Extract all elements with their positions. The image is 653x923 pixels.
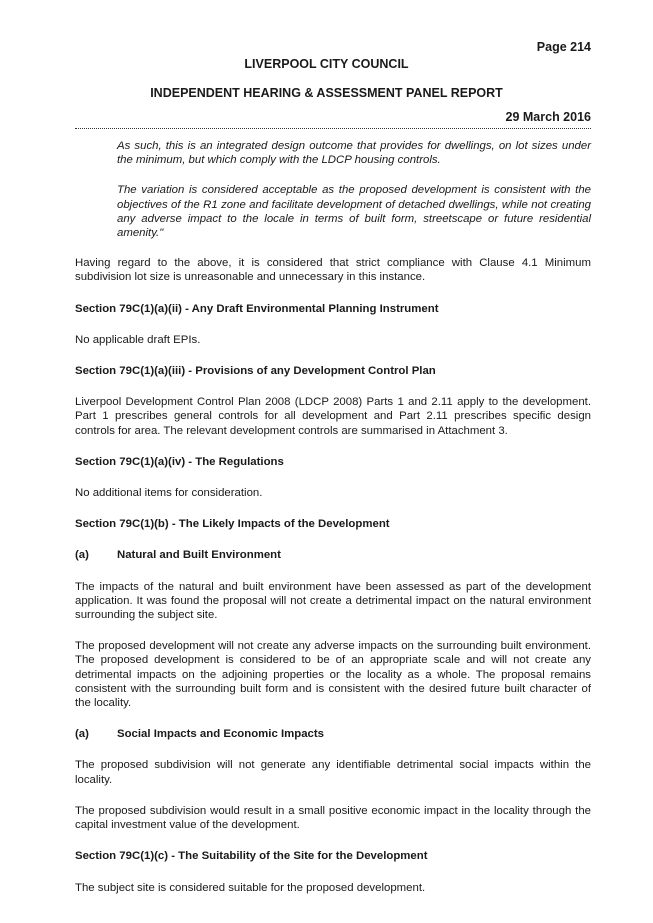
- subsection-heading: [75, 727, 591, 741]
- paragraph: No applicable draft EPIs.: [75, 333, 201, 346]
- section-heading: Section 79C(1)(b) - The Likely Impacts of the Development: [75, 518, 390, 531]
- paragraph: The subject site is considered suitable for the proposed development.: [75, 881, 426, 894]
- report-body: [75, 139, 591, 895]
- paragraph: The proposed development will not create any adverse impacts on the surrounding built environment. The proposed development is considered to be of an appropriate scale and will not create any detrimental impacts on the adjoining properties or the locality as a whole. The proposal remains consistent with the surrounding built form and is consistent with the desired future built character of the locality.: [75, 640, 591, 710]
- paragraph: The impacts of the natural and built environment have been assessed as part of the development application. It was found the proposal will not create a detrimental impact on the natural environment surrounding the subject site.: [75, 580, 591, 622]
- page-number: Page 214: [536, 40, 591, 54]
- paragraph: Liverpool Development Control Plan 2008 (LDCP 2008) Parts 1 and 2.11 apply to the development. Part 1 prescribes general controls for all development and Part 2.11 prescribes specific design controls for area. The relevant development controls are summarised in Attachment 3.: [75, 396, 591, 437]
- section-heading: Section 79C(1)(a)(iii) - Provisions of any Development Control Plan: [75, 365, 436, 378]
- paragraph: Having regard to the above, it is considered that strict compliance with Clause 4.1 Minimum subdivision lot size is unreasonable and unnecessary in this instance.: [75, 257, 591, 284]
- council-name: LIVERPOOL CITY COUNCIL: [244, 57, 409, 71]
- section-heading: Section 79C(1)(a)(ii) - Any Draft Environmental Planning Instrument: [75, 302, 439, 315]
- report-title: INDEPENDENT HEARING & ASSESSMENT PANEL REPORT: [150, 86, 503, 100]
- section-heading: Section 79C(1)(a)(iv) - The Regulations: [75, 455, 284, 468]
- paragraph: No additional items for consideration.: [75, 487, 263, 500]
- quote-paragraph: The variation is considered acceptable as the proposed development is consistent with the objectives of the R1 zone and facilitate development of detached dwellings, while not creating any adverse impact to the locale in terms of built form, streetscape or future residential amenity.": [117, 184, 591, 240]
- paragraph: The proposed subdivision will not generate any identifiable detrimental social impacts within the locality.: [75, 759, 591, 786]
- paragraph: The proposed subdivision would result in a small positive economic impact in the locality through the capital investment value of the development.: [75, 804, 591, 832]
- section-heading: Section 79C(1)(c) - The Suitability of the Site for the Development: [75, 850, 428, 863]
- header-divider: [75, 128, 591, 129]
- quote-paragraph: As such, this is an integrated design outcome that provides for dwellings, on lot sizes under the minimum, but which comply with the LDCP housing controls.: [117, 140, 591, 167]
- subsection-title: Natural and Built Environment: [117, 549, 281, 562]
- subsection-title: Social Impacts and Economic Impacts: [117, 728, 324, 741]
- subsection-label: (a): [75, 728, 89, 741]
- subsection-heading: [75, 548, 591, 562]
- report-date: 29 March 2016: [505, 110, 591, 124]
- subsection-label: (a): [75, 549, 89, 562]
